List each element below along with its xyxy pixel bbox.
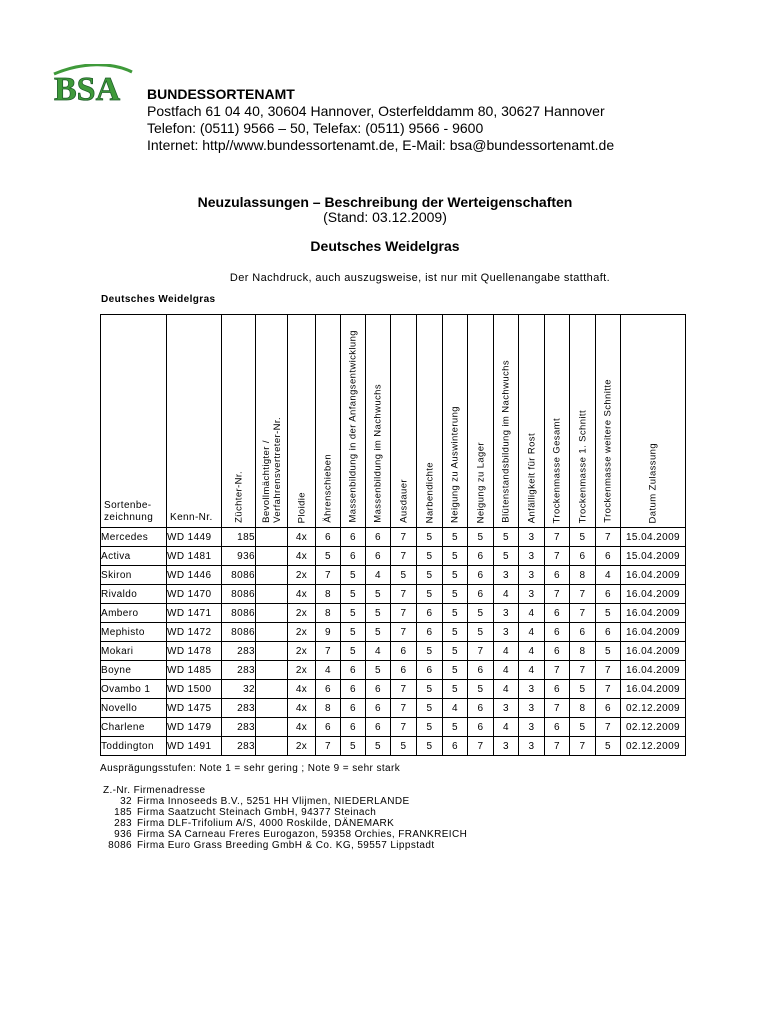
rating-cell: 5 [596,642,621,661]
rating-cell: 8 [316,604,341,623]
variety-name: Ambero [101,604,167,623]
zuechter-nr-cell: 32 [222,680,256,699]
rating-cell: 5 [596,604,621,623]
rating-cell: 4 [519,623,545,642]
rating-cell: 7 [391,528,417,547]
rating-cell: 4 [596,566,621,585]
rating-cell: 3 [494,566,519,585]
table-caption: Deutsches Weidelgras [101,294,216,305]
datum-cell: 02.12.2009 [621,737,686,756]
rating-cell: 5 [570,718,596,737]
bevollmaechtigter-cell [256,547,288,566]
rating-cell: 5 [443,566,468,585]
datum-cell: 16.04.2009 [621,642,686,661]
rating-cell: 5 [391,737,417,756]
document-date: (Stand: 03.12.2009) [323,209,447,225]
rating-cell: 5 [443,718,468,737]
datum-cell: 16.04.2009 [621,585,686,604]
rating-cell: 7 [391,547,417,566]
rating-cell: 6 [366,699,391,718]
rating-scale-note: Ausprägungsstufen: Note 1 = sehr gering ; Note 9 = sehr stark [100,763,401,774]
datum-cell: 15.04.2009 [621,528,686,547]
ploidie-cell: 2x [288,604,316,623]
rating-cell: 3 [494,623,519,642]
rating-cell: 5 [417,547,443,566]
rating-cell: 6 [341,718,366,737]
rating-cell: 5 [443,585,468,604]
rating-cell: 7 [391,604,417,623]
datum-cell: 16.04.2009 [621,661,686,680]
rating-cell: 7 [570,661,596,680]
bevollmaechtigter-cell [256,661,288,680]
breeder-address: Firma Innoseeds B.V., 5251 HH Vlijmen, NIEDERLANDE [137,796,410,807]
table-row [101,680,686,699]
col-zuechter-nr: Züchter-Nr. [222,315,256,528]
breeder-address: Firma Euro Grass Breeding GmbH & Co. KG, 59557 Lippstadt [137,840,435,851]
rating-cell: 4 [366,566,391,585]
rating-cell: 6 [341,661,366,680]
rating-cell: 6 [366,547,391,566]
rating-cell: 4 [366,642,391,661]
rating-cell: 7 [391,680,417,699]
rating-cell: 3 [519,528,545,547]
col-rost: Anfälligkeit für Rost [519,315,545,528]
table-row [101,699,686,718]
rating-cell: 6 [391,661,417,680]
rating-cell: 5 [417,680,443,699]
rating-cell: 6 [596,547,621,566]
zuechter-nr-cell: 283 [222,642,256,661]
kenn-nr-cell: WD 1449 [167,528,222,547]
rating-cell: 7 [391,623,417,642]
datum-cell: 16.04.2009 [621,623,686,642]
rating-cell: 6 [366,528,391,547]
rating-cell: 6 [545,680,570,699]
rating-cell: 7 [545,661,570,680]
zuechter-nr-cell: 8086 [222,604,256,623]
col-kenn-nr: Kenn-Nr. [167,315,222,528]
rating-cell: 7 [596,661,621,680]
rating-cell: 7 [545,547,570,566]
breeder-id: 283 [114,818,132,829]
rating-cell: 5 [366,661,391,680]
rating-cell: 6 [341,699,366,718]
rating-cell: 5 [417,528,443,547]
phone-fax: Telefon: (0511) 9566 – 50, Telefax: (0511) 9566 - 9600 [147,120,484,136]
datum-cell: 16.04.2009 [621,566,686,585]
rating-cell: 4 [494,680,519,699]
rating-cell: 5 [366,585,391,604]
zuechter-nr-cell: 185 [222,528,256,547]
rating-cell: 3 [519,585,545,604]
variety-name: Skiron [101,566,167,585]
kenn-nr-cell: WD 1478 [167,642,222,661]
rating-cell: 6 [468,661,494,680]
bevollmaechtigter-cell [256,585,288,604]
rating-cell: 6 [545,566,570,585]
rating-cell: 3 [519,737,545,756]
rating-cell: 6 [316,680,341,699]
svg-text:BSA: BSA [54,71,121,104]
rating-cell: 6 [417,661,443,680]
bevollmaechtigter-cell [256,604,288,623]
rating-cell: 8 [316,699,341,718]
rating-cell: 5 [443,661,468,680]
rating-cell: 4 [494,718,519,737]
rating-cell: 4 [494,585,519,604]
kenn-nr-cell: WD 1481 [167,547,222,566]
rating-cell: 6 [341,680,366,699]
rating-cell: 8 [570,566,596,585]
address-list-header: Z.-Nr. Firmenadresse [103,785,206,796]
zuechter-nr-cell: 936 [222,547,256,566]
rating-cell: 6 [596,623,621,642]
col-ausdauer: Ausdauer [391,315,417,528]
rating-cell: 6 [417,604,443,623]
bevollmaechtigter-cell [256,642,288,661]
rating-cell: 5 [417,585,443,604]
rating-cell: 3 [519,680,545,699]
rating-cell: 5 [443,547,468,566]
rating-cell: 7 [391,699,417,718]
col-tm-weitere: Trockenmasse weitere Schnitte [596,315,621,528]
breeder-address: Firma DLF-Trifolium A/S, 4000 Roskilde, DÄNEMARK [137,818,395,829]
ploidie-cell: 2x [288,737,316,756]
breeder-address: Firma Saatzucht Steinach GmbH, 94377 Steinach [137,807,377,818]
rating-cell: 5 [391,566,417,585]
breeder-id: 32 [120,796,132,807]
rating-cell: 5 [570,680,596,699]
datum-cell: 16.04.2009 [621,680,686,699]
bsa-logo-graphic [52,64,134,104]
rating-cell: 7 [596,528,621,547]
rating-cell: 6 [468,718,494,737]
zuechter-nr-cell: 8086 [222,623,256,642]
rating-cell: 5 [443,680,468,699]
table-row [101,718,686,737]
kenn-nr-cell: WD 1491 [167,737,222,756]
kenn-nr-cell: WD 1500 [167,680,222,699]
table-row [101,566,686,585]
breeder-id: 8086 [108,840,132,851]
rating-cell: 5 [341,604,366,623]
address-item [101,818,467,829]
rating-cell: 8 [570,642,596,661]
rating-cell: 7 [570,737,596,756]
breeder-id: 936 [114,829,132,840]
rating-cell: 7 [570,604,596,623]
rating-cell: 4 [519,604,545,623]
rating-cell: 6 [468,699,494,718]
bevollmaechtigter-cell [256,737,288,756]
rating-cell: 5 [468,604,494,623]
rating-cell: 4 [316,661,341,680]
rating-cell: 6 [545,718,570,737]
rating-cell: 6 [341,547,366,566]
kenn-nr-cell: WD 1471 [167,604,222,623]
col-tm-1-schnitt: Trockenmasse 1. Schnitt [570,315,596,528]
rating-cell: 4 [519,661,545,680]
bevollmaechtigter-cell [256,699,288,718]
rating-cell: 5 [443,623,468,642]
datum-cell: 16.04.2009 [621,604,686,623]
kenn-nr-cell: WD 1472 [167,623,222,642]
ploidie-cell: 2x [288,661,316,680]
rating-cell: 5 [341,566,366,585]
rating-cell: 5 [443,642,468,661]
rating-cell: 7 [545,699,570,718]
bevollmaechtigter-cell [256,718,288,737]
variety-name: Charlene [101,718,167,737]
address-item [101,829,467,840]
rating-cell: 7 [391,585,417,604]
rating-cell: 6 [316,528,341,547]
table-row [101,604,686,623]
col-massenbildung-anfang: Massenbildung in der Anfangsentwicklung [341,315,366,528]
rating-cell: 5 [341,623,366,642]
rating-cell: 6 [366,718,391,737]
rating-cell: 8 [316,585,341,604]
ploidie-cell: 2x [288,623,316,642]
rating-cell: 5 [443,604,468,623]
kenn-nr-cell: WD 1479 [167,718,222,737]
rating-cell: 5 [494,547,519,566]
address-item [101,807,467,818]
rating-cell: 5 [468,680,494,699]
variety-name: Boyne [101,661,167,680]
ploidie-cell: 4x [288,718,316,737]
bsa-logo [52,64,134,104]
rating-cell: 6 [391,642,417,661]
postal-address: Postfach 61 04 40, 30604 Hannover, Osterfelddamm 80, 30627 Hannover [147,103,605,119]
rating-cell: 4 [494,642,519,661]
col-lager: Neigung zu Lager [468,315,494,528]
rating-cell: 6 [316,718,341,737]
rating-cell: 3 [519,566,545,585]
rating-cell: 6 [545,642,570,661]
document-title: Neuzulassungen – Beschreibung der Werteigenschaften [197,194,573,210]
rating-cell: 6 [443,737,468,756]
table-header-row [101,315,686,528]
rating-cell: 3 [519,699,545,718]
rating-cell: 5 [341,642,366,661]
rating-cell: 7 [316,566,341,585]
breeder-address: Firma SA Carneau Freres Eurogazon, 59358 Orchies, FRANKREICH [137,829,468,840]
rating-cell: 6 [596,585,621,604]
rating-cell: 7 [545,528,570,547]
rating-cell: 5 [570,528,596,547]
rating-cell: 6 [468,585,494,604]
rating-cell: 6 [341,528,366,547]
zuechter-nr-cell: 283 [222,661,256,680]
col-bluetenstandsbildung: Blütenstandsbildung im Nachwuchs [494,315,519,528]
rating-cell: 5 [417,566,443,585]
rating-cell: 7 [468,737,494,756]
address-item [101,796,467,807]
address-item [101,840,467,851]
rating-cell: 7 [545,737,570,756]
ploidie-cell: 4x [288,528,316,547]
col-datum-zulassung: Datum Zulassung [621,315,686,528]
table-row [101,547,686,566]
rating-cell: 5 [417,737,443,756]
rating-cell: 7 [316,737,341,756]
internet-email: Internet: http//www.bundessortenamt.de, E-Mail: bsa@bundessortenamt.de [147,137,615,153]
rating-cell: 8 [570,699,596,718]
rating-cell: 3 [494,737,519,756]
rating-cell: 5 [366,604,391,623]
bevollmaechtigter-cell [256,623,288,642]
kenn-nr-cell: WD 1446 [167,566,222,585]
rating-cell: 6 [366,680,391,699]
reprint-notice: Der Nachdruck, auch auszugsweise, ist nur mit Quellenangabe statthaft. [229,272,611,284]
ploidie-cell: 4x [288,680,316,699]
rating-cell: 5 [341,585,366,604]
rating-cell: 7 [596,680,621,699]
col-auswinterung: Neigung zu Auswinterung [443,315,468,528]
ploidie-cell: 2x [288,566,316,585]
table-row [101,737,686,756]
rating-cell: 3 [494,604,519,623]
rating-cell: 6 [468,547,494,566]
rating-cell: 6 [570,547,596,566]
kenn-nr-cell: WD 1475 [167,699,222,718]
rating-cell: 5 [468,623,494,642]
rating-cell: 7 [316,642,341,661]
rating-cell: 5 [341,737,366,756]
breeder-id: 185 [114,807,132,818]
zuechter-nr-cell: 283 [222,737,256,756]
datum-cell: 15.04.2009 [621,547,686,566]
rating-cell: 6 [468,566,494,585]
bevollmaechtigter-cell [256,566,288,585]
zuechter-nr-cell: 8086 [222,585,256,604]
bevollmaechtigter-cell [256,528,288,547]
variety-name: Mokari [101,642,167,661]
col-massenbildung-nachwuchs: Massenbildung im Nachwuchs [366,315,391,528]
kenn-nr-cell: WD 1470 [167,585,222,604]
table-row [101,623,686,642]
rating-cell: 5 [366,737,391,756]
document-subtitle: Deutsches Weidelgras [310,238,460,254]
rating-cell: 7 [596,718,621,737]
variety-name: Mercedes [101,528,167,547]
rating-cell: 7 [545,585,570,604]
zuechter-nr-cell: 283 [222,699,256,718]
table-row [101,585,686,604]
col-sortenbezeichnung: Sortenbe- zeichnung [101,315,167,528]
ploidie-cell: 2x [288,642,316,661]
kenn-nr-cell: WD 1485 [167,661,222,680]
col-tm-gesamt: Trockenmasse Gesamt [545,315,570,528]
rating-cell: 6 [545,623,570,642]
ploidie-cell: 4x [288,547,316,566]
breeder-address-list [101,785,467,851]
variety-name: Novello [101,699,167,718]
col-ploidie: Ploidie [288,315,316,528]
zuechter-nr-cell: 283 [222,718,256,737]
variety-name: Rivaldo [101,585,167,604]
variety-table [100,314,686,756]
rating-cell: 7 [391,718,417,737]
rating-cell: 9 [316,623,341,642]
variety-name: Toddington [101,737,167,756]
rating-cell: 4 [443,699,468,718]
rating-cell: 5 [417,642,443,661]
rating-cell: 5 [468,528,494,547]
rating-cell: 4 [519,642,545,661]
variety-name: Mephisto [101,623,167,642]
rating-cell: 6 [570,623,596,642]
rating-cell: 3 [494,699,519,718]
ploidie-cell: 4x [288,699,316,718]
datum-cell: 02.12.2009 [621,718,686,737]
rating-cell: 7 [468,642,494,661]
rating-cell: 5 [316,547,341,566]
zuechter-nr-cell: 8086 [222,566,256,585]
rating-cell: 6 [417,623,443,642]
rating-cell: 5 [443,528,468,547]
ploidie-cell: 4x [288,585,316,604]
col-bevollmaechtigter: Bevollmächtigter / Verfahrensvertreter-Nr. [256,315,288,528]
rating-cell: 3 [519,718,545,737]
datum-cell: 02.12.2009 [621,699,686,718]
rating-cell: 5 [417,718,443,737]
letterhead [147,86,614,154]
bevollmaechtigter-cell [256,680,288,699]
rating-cell: 6 [545,604,570,623]
variety-name: Activa [101,547,167,566]
rating-cell: 5 [494,528,519,547]
rating-cell: 5 [417,699,443,718]
table-row [101,528,686,547]
rating-cell: 3 [519,547,545,566]
table-row [101,642,686,661]
rating-cell: 4 [494,661,519,680]
organization-name: BUNDESSORTENAMT [147,86,295,102]
col-aehrenschieben: Ährenschieben [316,315,341,528]
rating-cell: 7 [570,585,596,604]
rating-cell: 6 [596,699,621,718]
variety-name: Ovambo 1 [101,680,167,699]
col-narbendichte: Narbendichte [417,315,443,528]
table-row [101,661,686,680]
rating-cell: 5 [596,737,621,756]
rating-cell: 5 [366,623,391,642]
